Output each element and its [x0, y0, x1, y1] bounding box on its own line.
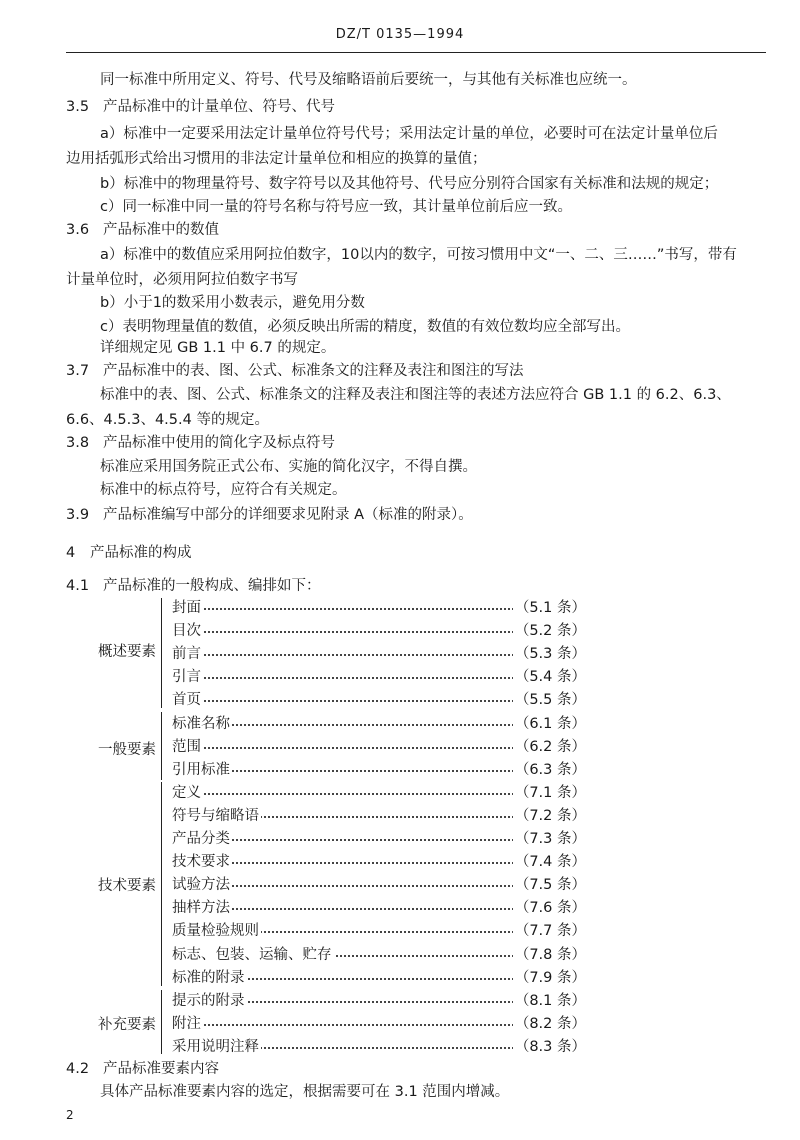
brace-technical [161, 782, 169, 986]
structure-row [172, 598, 586, 618]
structure-ref: （6.2 条） [514, 738, 586, 755]
structure-item: 采用说明注释 [172, 1038, 259, 1055]
text-line: b）小于1的数采用小数表示，避免用分数 [100, 295, 365, 311]
structure-ref: （7.9 条） [514, 969, 586, 986]
structure-item: 引用标准 [172, 761, 230, 778]
structure-ref: （6.1 条） [514, 715, 586, 732]
section-number: 3.8 [66, 435, 90, 451]
section-number: 4.2 [66, 1061, 90, 1077]
header-rule [66, 52, 766, 53]
structure-row [172, 921, 586, 941]
group-label-supplementary: 补充要素 [98, 1017, 156, 1033]
chapter-title: 产品标准的构成 [90, 545, 192, 561]
structure-item: 抽样方法 [172, 900, 230, 917]
structure-ref: （7.7 条） [514, 923, 586, 940]
text-line: 标准中的标点符号，应符合有关规定。 [100, 482, 347, 498]
section-title: 产品标准中使用的简化字及标点符号 [103, 435, 335, 451]
section-title: 产品标准中的计量单位、符号、代号 [103, 99, 335, 115]
structure-item: 标准名称 [172, 715, 230, 732]
text-line: 详细规定见 GB 1.1 中 6.7 的规定。 [100, 340, 336, 356]
text-line: 6.6、4.5.3、4.5.4 等的规定。 [66, 412, 269, 428]
structure-ref: （8.1 条） [514, 992, 586, 1009]
structure-ref: （7.6 条） [514, 900, 586, 917]
section-number: 3.5 [66, 99, 90, 115]
structure-item: 首页 [172, 692, 201, 709]
header-standard-code: DZ/T 0135—1994 [335, 27, 465, 42]
group-label-technical: 技术要素 [98, 878, 156, 894]
section-title: 产品标准中的数值 [103, 222, 219, 238]
structure-row [172, 829, 586, 849]
structure-ref: （7.8 条） [514, 946, 586, 963]
structure-ref: （7.5 条） [514, 877, 586, 894]
section-number: 3.6 [66, 222, 90, 238]
structure-row [172, 667, 586, 687]
text-line: a）标准中的数值应采用阿拉伯数字，10以内的数字，可按习惯用中文“一、二、三……”书写，带有 [100, 247, 737, 263]
section-title: 产品标准中的表、图、公式、标准条文的注释及表注和图注的写法 [103, 363, 524, 379]
structure-item: 符号与缩略语 [172, 807, 259, 824]
structure-row [172, 1037, 586, 1057]
brace-general [161, 712, 169, 780]
structure-row [172, 714, 586, 734]
section-number: 3.7 [66, 363, 90, 379]
structure-item: 前言 [172, 646, 201, 663]
text-line: 具体产品标准要素内容的选定，根据需要可在 3.1 范围内增减。 [100, 1084, 510, 1100]
brace-supplementary [161, 990, 169, 1054]
structure-row [172, 945, 586, 965]
structure-item: 引言 [172, 669, 201, 686]
structure-ref: （7.3 条） [514, 831, 586, 847]
section-title: 产品标准的一般构成、编排如下： [103, 578, 321, 594]
structure-ref: （8.2 条） [514, 1015, 586, 1032]
text-line: b）标准中的物理量符号、数字符号以及其他符号、代号应分别符合国家有关标准和法规的规定； [100, 176, 719, 192]
structure-item: 定义 [172, 784, 201, 801]
text-line: 标准中的表、图、公式、标准条文的注释及表注和图注等的表述方法应符合 GB 1.1 的 6.2、6.3、 [100, 387, 731, 403]
section-title: 产品标准要素内容 [103, 1061, 219, 1077]
page-number: 2 [66, 1108, 74, 1122]
structure-ref: （5.3 条） [514, 646, 586, 663]
structure-ref: （5.1 条） [514, 600, 586, 616]
structure-ref: （7.2 条） [514, 807, 586, 824]
chapter-number: 4 [66, 545, 76, 561]
group-label-general: 一般要素 [98, 742, 156, 758]
structure-ref: （7.4 条） [514, 854, 586, 871]
structure-item: 附注 [172, 1015, 201, 1032]
structure-item: 封面 [172, 600, 201, 616]
structure-ref: （6.3 条） [514, 761, 586, 778]
structure-row [172, 737, 586, 757]
structure-ref: （5.4 条） [514, 669, 586, 686]
structure-item: 提示的附录 [172, 992, 245, 1009]
structure-row [172, 806, 586, 826]
structure-ref: （5.2 条） [514, 623, 586, 640]
text-line: 计量单位时，必须用阿拉伯数字书写 [66, 272, 298, 288]
structure-row [172, 783, 586, 803]
structure-row [172, 968, 586, 988]
structure-item: 产品分类 [172, 831, 230, 847]
structure-ref: （5.5 条） [514, 692, 586, 709]
structure-row [172, 898, 586, 918]
section-number: 3.9 [66, 507, 90, 523]
structure-ref: （7.1 条） [514, 784, 586, 801]
structure-ref: （8.3 条） [514, 1038, 586, 1055]
structure-item: 质量检验规则 [172, 923, 259, 940]
text-line: c）表明物理量值的数值，必须反映出所需的精度，数值的有效位数均应全部写出。 [100, 319, 630, 335]
section-number: 4.1 [66, 578, 90, 594]
text-line: 标准应采用国务院正式公布、实施的简化汉字，不得自撰。 [100, 459, 477, 475]
text-line: 边用括弧形式给出习惯用的非法定计量单位和相应的换算的量值； [66, 151, 487, 167]
structure-row [172, 760, 586, 780]
structure-item: 标志、包装、运输、贮存 [172, 946, 332, 963]
structure-item: 技术要求 [172, 854, 230, 871]
structure-item: 范围 [172, 738, 201, 755]
structure-row [172, 875, 586, 895]
structure-item: 标准的附录 [172, 969, 245, 986]
structure-row [172, 690, 586, 710]
text-line: 同一标准中所用定义、符号、代号及缩略语前后要统一，与其他有关标准也应统一。 [100, 72, 637, 88]
structure-row [172, 991, 586, 1011]
structure-row [172, 1014, 586, 1034]
section-title: 产品标准编写中部分的详细要求见附录 A（标准的附录）。 [103, 507, 473, 523]
structure-row [172, 852, 586, 872]
structure-item: 目次 [172, 623, 201, 640]
brace-overview [161, 598, 169, 708]
structure-row [172, 621, 586, 641]
structure-row [172, 644, 586, 664]
structure-item: 试验方法 [172, 877, 230, 894]
group-label-overview: 概述要素 [98, 644, 156, 660]
text-line: a）标准中一定要采用法定计量单位符号代号；采用法定计量的单位，必要时可在法定计量单位后 [100, 126, 718, 142]
text-line: c）同一标准中同一量的符号名称与符号应一致，其计量单位前后应一致。 [100, 199, 572, 215]
